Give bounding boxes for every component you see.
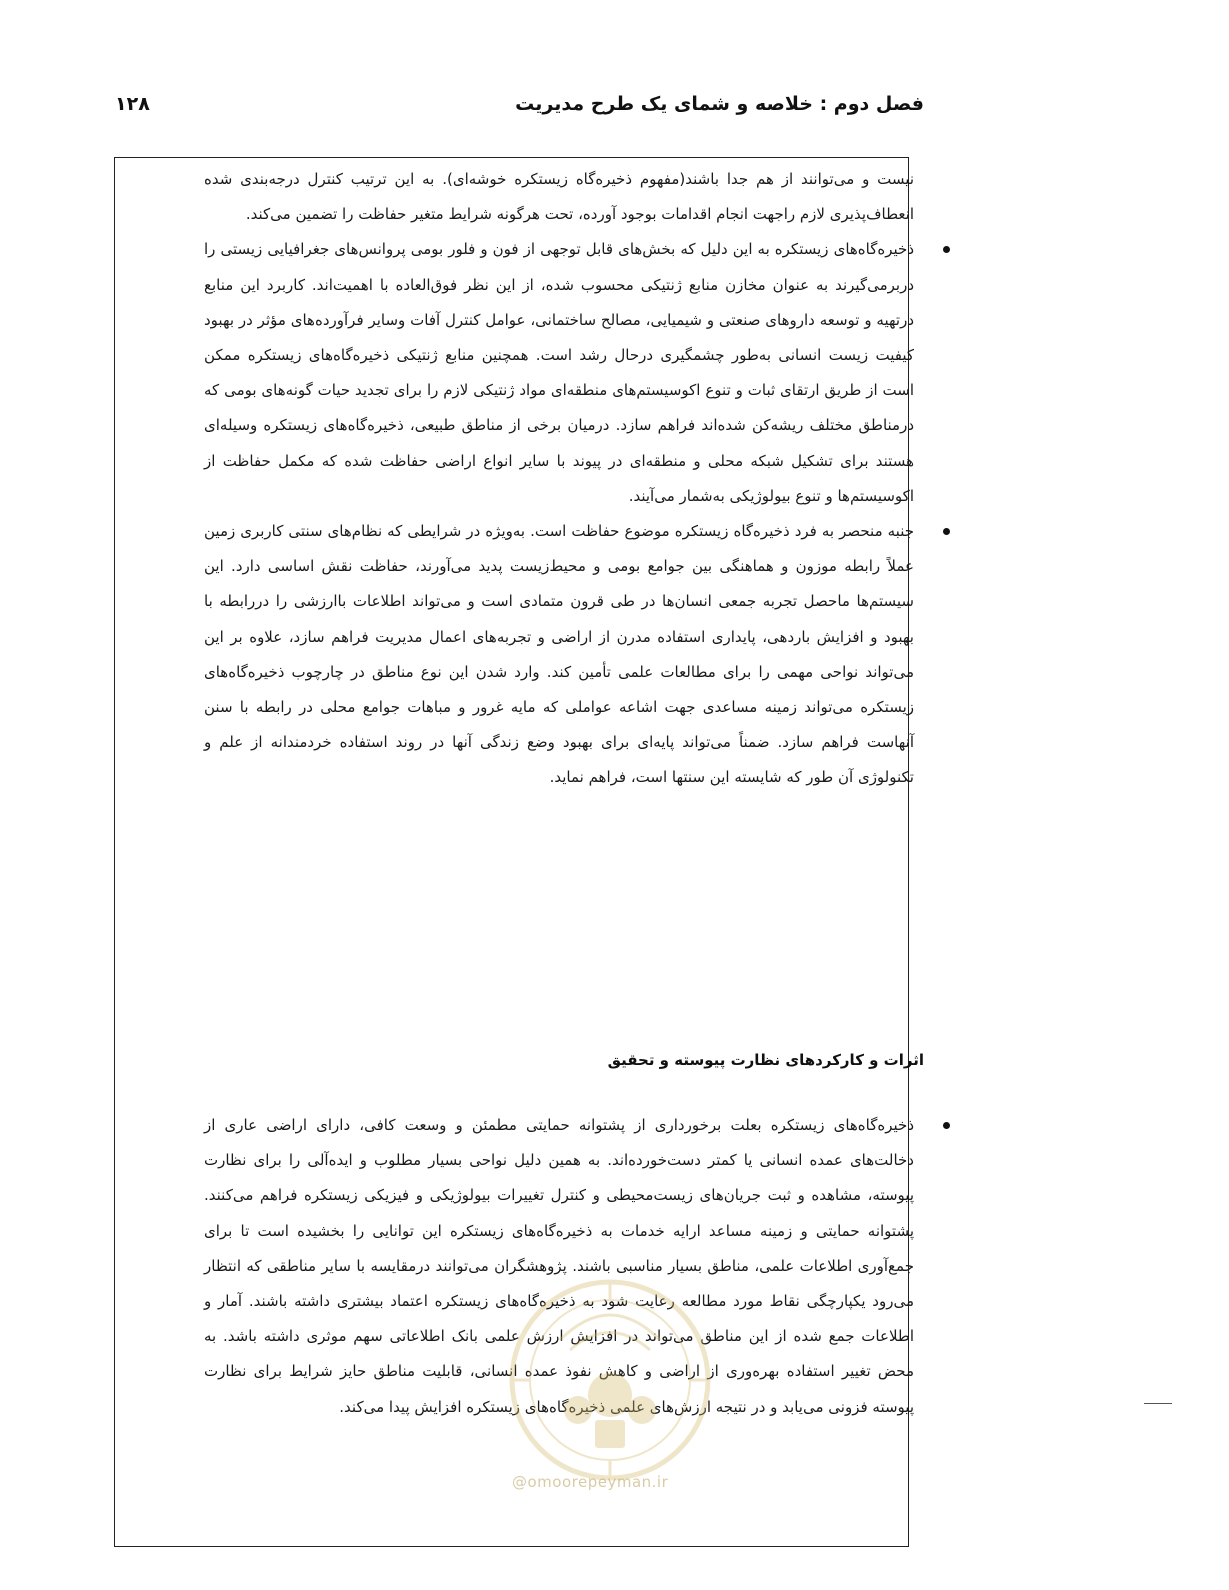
bullet-text: جنبه منحصر به فرد ذخیره‌گاه زیستکره موضوع حفاظت است. به‌ویژه در شرایطی که نظام‌های سنتی کاربری زمین عملاً رابطه موزون و هماهنگی بین جوامع بومی و محیط‌زیست پدید می‌آورند، حفاظت نقش اساسی دارد. این سیستم‌ها ماحصل تجربه جمعی انسان‌ها در طی قرون متمادی است و می‌تواند اطلاعات باارزشی را دررابطه با بهبود و افزایش باردهی، پایداری استفاده مدرن از اراضی و تجربه‌های اعمال مدیریت فراهم سازد، علاوه بر این می‌تواند نواحی مهمی را برای مطالعات علمی تأمین کند. وارد شدن این نوع مناطق در چارچوب ذخیره‌گاه‌های زیستکره می‌تواند زمینه مساعدی جهت اشاعه عواملی که مایه غرور و مباهات جوامع محلی در رابطه با سنن آنهاست فراهم سازد. ضمناً می‌تواند پایه‌ای برای بهبود وضع زندگی آنها در روند استفاده خردمندانه از علم و تکنولوژی آن طور که شایسته این سنتها است، فراهم نماید.: [204, 522, 914, 787]
section-heading: اثرات و کارکردهای نظارت پیوسته و تحقیق: [607, 1051, 924, 1069]
bullet-item: [204, 1108, 914, 1425]
bullet-text: ذخیره‌گاه‌های زیستکره بعلت برخورداری از پشتوانه حمایتی مطمئن و وسعت کافی، دارای اراضی عاری از دخالت‌های عمده انسانی یا کمتر دست‌خورده‌اند. به همین دلیل نواحی بسیار مطلوب و ایده‌آلی را برای نظارت پیوسته، مشاهده و ثبت جریان‌های زیست‌محیطی و کنترل تغییرات بیولوژیکی و فیزیکی زیستکره فراهم می‌کنند. پشتوانه حمایتی و زمینه مساعد ارایه خدمات به ذخیره‌گاه‌های زیستکره این توانایی را بخشیده است تا برای جمع‌آوری اطلاعات علمی، مناطق بسیار مناسبی باشند. پژوهشگران می‌توانند درمقایسه با سایر مناطقی که انتظار می‌رود یکپارچگی نقاط مورد مطالعه رعایت شود به ذخیره‌گاه‌های زیستکره اعتماد بیشتری داشته باشند. آمار و اطلاعات جمع شده از این مناطق می‌تواند در افزایش ارزش علمی بانک اطلاعاتی سهم موثری داشته باشد. به محض تغییر استفاده بهره‌وری از اراضی و کاهش نفوذ عمده انسانی، قابلیت مناطق حایز شرایط برای نظارت پیوسته فزونی می‌یابد و در نتیجه ارزش‌های علمی ذخیره‌گاه‌های زیستکره افزایش پیدا می‌کند.: [204, 1116, 914, 1416]
bullet-icon: [943, 246, 950, 253]
bullet-item: [204, 514, 914, 796]
bullet-item: [204, 232, 914, 514]
page-number: ۱۲۸: [115, 93, 150, 115]
chapter-title: فصل دوم : خلاصه و شمای یک طرح مدیریت: [515, 93, 924, 115]
lead-paragraph: نیست و می‌توانند از هم جدا باشند(مفهوم ذخیره‌گاه زیستکره خوشه‌ای). به این ترتیب کنترل درجه‌بندی شده انعطاف‌پذیری لازم راجهت انجام اقدامات بوجود آورده، تحت هرگونه شرایط متغیر حفاظت را تضمین می‌کند.: [204, 170, 914, 224]
watermark-text: @omoorepeyman.ir: [512, 1473, 669, 1491]
margin-mark: [1144, 1403, 1172, 1404]
page-header: [115, 84, 924, 124]
bullet-icon: [943, 1122, 950, 1129]
text-block-2: [204, 1093, 914, 1440]
bullet-text: ذخیره‌گاه‌های زیستکره به این دلیل که بخش‌های قابل توجهی از فون و فلور بومی پروانس‌های جغرافیایی زیستی را دربرمی‌گیرند به عنوان مخازن منابع ژنتیکی محسوب شده، از این نظر فوق‌العاده با اهمیت‌اند. کاربرد این منابع درتهیه و توسعه داروهای صنعتی و شیمیایی، مصالح ساختمانی، عوامل کنترل آفات وسایر فرآورده‌های مؤثر در بهبود کیفیت زیست انسانی به‌طور چشمگیری درحال رشد است. همچنین منابع ژنتیکی ذخیره‌گاه‌های زیستکره ممکن است از طریق ارتقای ثبات و تنوع اکوسیستم‌های منطقه‌ای مواد ژنتیکی لازم را برای تجدید حیات گونه‌های بومی که درمناطق مختلف ریشه‌کن شده‌اند فراهم سازد. درمیان برخی از مناطق طبیعی، ذخیره‌گاه‌های زیستکره وسیله‌ای هستند برای تشکیل شبکه محلی و منطقه‌ای در پیوند با سایر انواع اراضی حفاظت شده که مکمل حفاظت از اکوسیستم‌ها و تنوع بیولوژیکی به‌شمار می‌آیند.: [204, 240, 914, 505]
bullet-icon: [943, 528, 950, 535]
text-block-1: [204, 162, 914, 796]
